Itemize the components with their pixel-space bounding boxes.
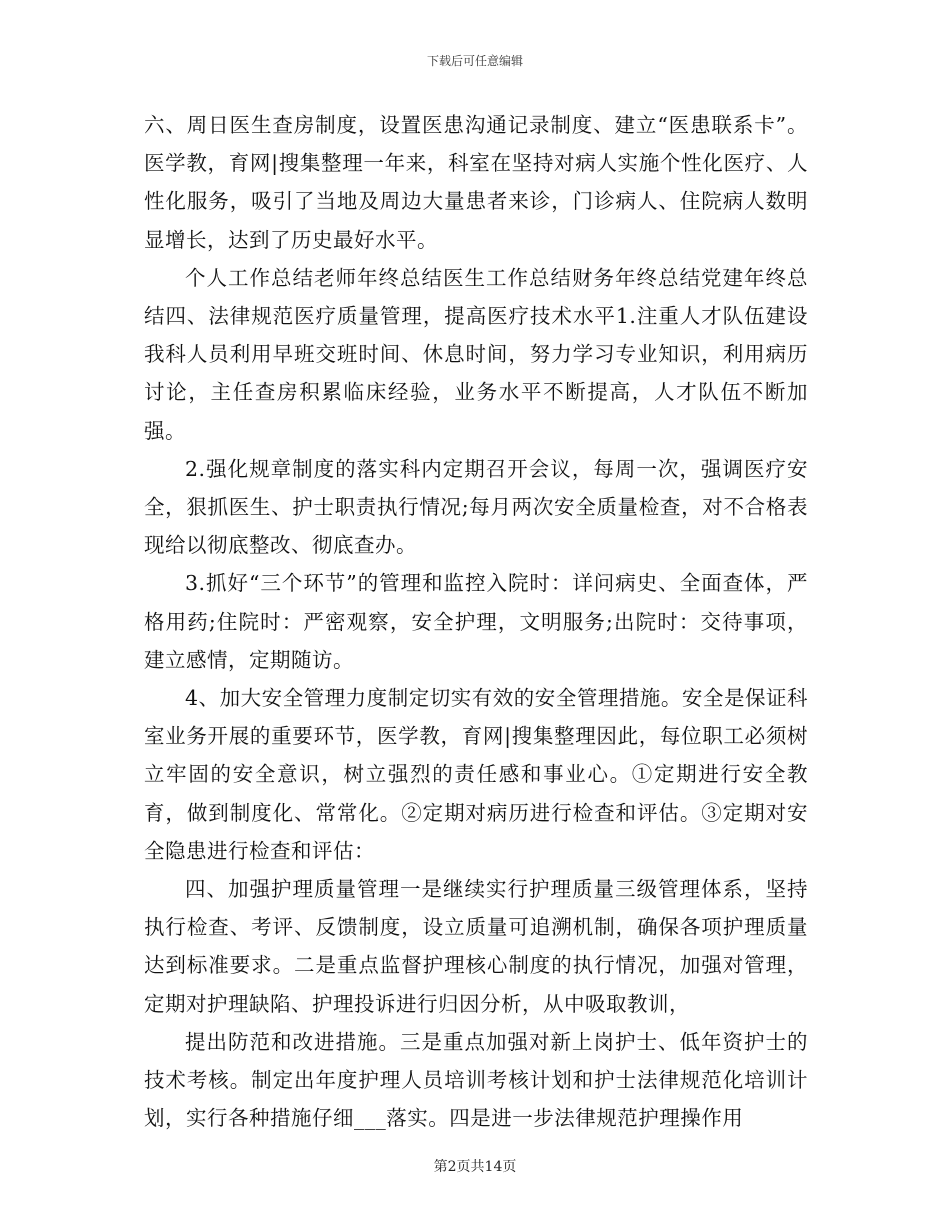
paragraph: 六、周日医生查房制度，设置医患沟通记录制度、建立“医患联系卡”。医学教，育网|搜集整理一年来，科室在坚持对病人实施个性化医疗、人性化服务，吸引了当地及周边大量患者来诊，门诊病人、住院病人数明显增长，达到了历史最好水平。 [144, 113, 808, 252]
paragraph: 4、加大安全管理力度制定切实有效的安全管理措施。安全是保证科室业务开展的重要环节，医学教，育网|搜集整理因此，每位职工必须树立牢固的安全意识，树立强烈的责任感和事业心。①定期进行安全教育，做到制度化、常常化。②定期对病历进行检查和评估。③定期对安全隐患进行检查和评估： [144, 686, 808, 863]
paragraph: 2.强化规章制度的落实科内定期召开会议，每周一次，强调医疗安全，狠抓医生、护士职责执行情况;每月两次安全质量检查，对不合格表现给以彻底整改、彻底查办。 [144, 456, 808, 558]
document-body [144, 106, 808, 1137]
paragraph: 个人工作总结老师年终总结医生工作总结财务年终总结党建年终总结四、法律规范医疗质量管理，提高医疗技术水平1.注重人才队伍建设我科人员利用早班交班时间、休息时间，努力学习专业知识，利用病历讨论，主任查房积累临床经验，业务水平不断提高，人才队伍不断加强。 [144, 265, 808, 443]
paragraph: 四、加强护理质量管理一是继续实行护理质量三级管理体系，坚持执行检查、考评、反馈制度，设立质量可追溯机制，确保各项护理质量达到标准要求。二是重点监督护理核心制度的执行情况，加强对管理，定期对护理缺陷、护理投诉进行归因分析，从中吸取教训， [144, 877, 808, 1016]
page-header: 下载后可任意编辑 [426, 54, 523, 68]
page-number: 第2页共14页 [433, 1159, 517, 1175]
paragraph: 3.抓好“三个环节”的管理和监控入院时：详问病史、全面查体，严格用药;住院时：严密观察，安全护理，文明服务;出院时：交待事项，建立感情，定期随访。 [144, 571, 808, 672]
paragraph: 提出防范和改进措施。三是重点加强对新上岗护士、低年资护士的技术考核。制定出年度护理人员培训考核计划和护士法律规范化培训计划，实行各种措施仔细___落实。四是进一步法律规范护理操作用 [144, 1029, 808, 1131]
